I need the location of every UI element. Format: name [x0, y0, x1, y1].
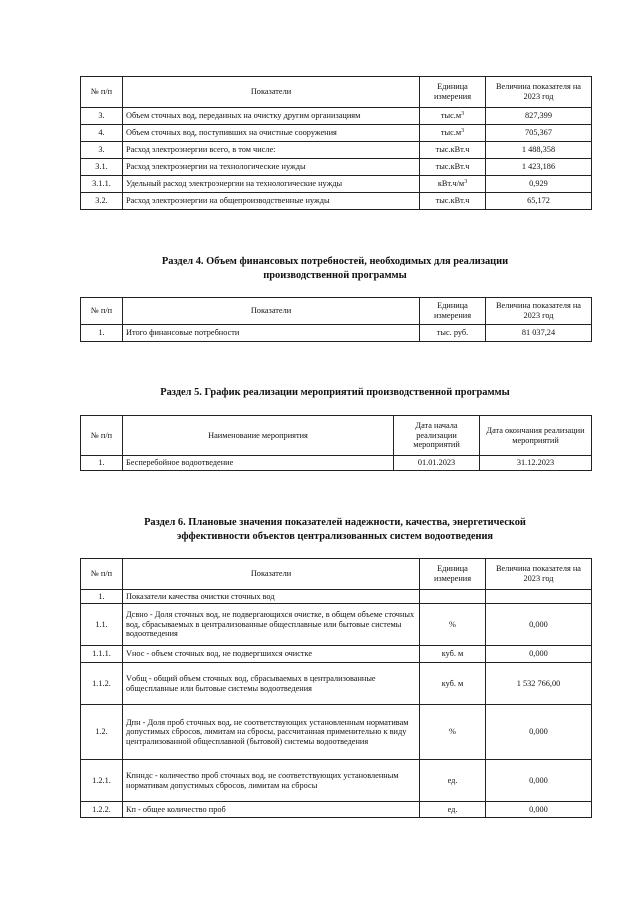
row-value: 0,000: [486, 604, 592, 646]
table-row: [81, 590, 592, 604]
unit-text: тыс.кВт.ч: [435, 145, 470, 155]
table-header-row: [81, 416, 592, 456]
row-indicator: Расход электроэнергии на общепроизводственные нужды: [123, 193, 420, 210]
unit-text: тыс.м: [440, 128, 462, 138]
row-unit: [420, 193, 486, 210]
row-value: 0,000: [486, 802, 592, 818]
row-num: 4.: [81, 125, 123, 142]
table-header-row: [81, 559, 592, 590]
row-indicator: Дпн - Доля проб сточных вод, не соответствующих установленным нормативам допустимых сбросов, лимитам на сбросы, рассчитанная применительно к виду централизованной общесплавной (бытовой) системы водоотведения: [123, 705, 420, 760]
unit-text: кВт.ч/м: [437, 179, 465, 189]
row-num: 3.2.: [81, 193, 123, 210]
header-num: № п/п: [81, 77, 123, 108]
row-start-date: 01.01.2023: [394, 456, 480, 471]
header-num: № п/п: [81, 298, 123, 325]
row-value: 81 037,24: [486, 325, 592, 342]
row-num: 1.: [81, 325, 123, 342]
row-event: Бесперебойное водоотведение: [123, 456, 394, 471]
row-unit: тыс. руб.: [420, 325, 486, 342]
row-indicator: Vобщ - общий объем сточных вод, сбрасываемых в централизованные общесплавные или бытовые системы водоотведения: [123, 663, 420, 705]
row-indicator: Удельный расход электроэнергии на технологические нужды: [123, 176, 420, 193]
row-indicator: Расход электроэнергии на технологические нужды: [123, 159, 420, 176]
header-unit: Единица измерения: [420, 77, 486, 108]
table-row: [81, 125, 592, 142]
table-header-row: [81, 298, 592, 325]
header-num: № п/п: [81, 416, 123, 456]
table-row: [81, 705, 592, 760]
header-value: Величина показателя на 2023 год: [486, 298, 592, 325]
row-indicator: Дсвно - Доля сточных вод, не подвергающихся очистке, в общем объеме сточных вод, сбрасываемых в централизованные общесплавные или бытовые системы водоотведения: [123, 604, 420, 646]
table-energy-indicators: [80, 76, 592, 210]
row-unit: [420, 108, 486, 125]
table-row: [81, 193, 592, 210]
row-num: 1.2.2.: [81, 802, 123, 818]
header-indicator: Показатели: [123, 77, 420, 108]
unit-text: тыс.кВт.ч: [435, 162, 470, 172]
row-num: 3.1.1.: [81, 176, 123, 193]
header-event: Наименование мероприятия: [123, 416, 394, 456]
row-value: 0,000: [486, 646, 592, 663]
row-unit: %: [420, 705, 486, 760]
row-indicator: Расход электроэнергии всего, в том числе:: [123, 142, 420, 159]
table-row: [81, 760, 592, 802]
row-value: 65,172: [486, 193, 592, 210]
unit-superscript: 3: [461, 128, 465, 135]
table-row: [81, 646, 592, 663]
row-num: 3.: [81, 142, 123, 159]
row-unit: куб. м: [420, 646, 486, 663]
table-row: [81, 456, 592, 471]
row-num: 1.: [81, 590, 123, 604]
row-indicator: Показатели качества очистки сточных вод: [123, 590, 420, 604]
table-row: [81, 325, 592, 342]
row-unit: ед.: [420, 760, 486, 802]
row-value: 1 488,358: [486, 142, 592, 159]
row-num: 1.1.1.: [81, 646, 123, 663]
row-num: 3.: [81, 108, 123, 125]
section-4-title: Раздел 4. Объем финансовых потребностей, необходимых для реализации производственной программы: [161, 256, 509, 282]
table-schedule: [80, 415, 592, 471]
table-row: [81, 802, 592, 818]
table-row: [81, 604, 592, 646]
row-indicator: Кп - общее количество проб: [123, 802, 420, 818]
row-value: 827,399: [486, 108, 592, 125]
table-row: [81, 176, 592, 193]
header-unit: Единица измерения: [420, 298, 486, 325]
header-unit: Единица измерения: [420, 559, 486, 590]
row-value: 0,000: [486, 705, 592, 760]
row-indicator: Кпнндс - количество проб сточных вод, не соответствующих установленным нормативам допустимых сбросов, лимитам на сбросы: [123, 760, 420, 802]
row-value: 1 532 766,00: [486, 663, 592, 705]
row-unit: [420, 590, 486, 604]
row-num: 1.2.1.: [81, 760, 123, 802]
header-indicator: Показатели: [123, 559, 420, 590]
row-num: 3.1.: [81, 159, 123, 176]
row-unit: %: [420, 604, 486, 646]
header-num: № п/п: [81, 559, 123, 590]
row-indicator: Vнос - объем сточных вод, не подвергшихся очистке: [123, 646, 420, 663]
row-indicator: Итого финансовые потребности: [123, 325, 420, 342]
row-indicator: Объем сточных вод, переданных на очистку другим организациям: [123, 108, 420, 125]
section-5-title: Раздел 5. График реализации мероприятий производственной программы: [160, 387, 510, 398]
row-num: 1.: [81, 456, 123, 471]
row-end-date: 31.12.2023: [480, 456, 592, 471]
row-value: 0,929: [486, 176, 592, 193]
table-row: [81, 159, 592, 176]
unit-superscript: 3: [464, 179, 468, 186]
header-end-date: Дата окончания реализации мероприятий: [480, 416, 592, 456]
row-unit: куб. м: [420, 663, 486, 705]
row-unit: [420, 176, 486, 193]
header-start-date: Дата начала реализации мероприятий: [394, 416, 480, 456]
section-6-title: Раздел 6. Плановые значения показателей надежности, качества, энергетической эффективности объектов централизованных систем водоотведения: [144, 517, 526, 543]
header-indicator: Показатели: [123, 298, 420, 325]
table-reliability-indicators: [80, 558, 592, 818]
row-unit: ед.: [420, 802, 486, 818]
table-row: [81, 663, 592, 705]
unit-superscript: 3: [461, 111, 465, 118]
row-unit: [420, 125, 486, 142]
row-value: 705,367: [486, 125, 592, 142]
row-unit: [420, 159, 486, 176]
unit-text: тыс.кВт.ч: [435, 196, 470, 206]
table-financial-needs: [80, 297, 592, 342]
row-value: 1 423,186: [486, 159, 592, 176]
row-unit: [420, 142, 486, 159]
unit-text: тыс.м: [440, 111, 462, 121]
table-header-row: [81, 77, 592, 108]
header-value: Величина показателя на 2023 год: [486, 559, 592, 590]
row-value: [486, 590, 592, 604]
row-value: 0,000: [486, 760, 592, 802]
row-indicator: Объем сточных вод, поступивших на очистные сооружения: [123, 125, 420, 142]
header-value: Величина показателя на 2023 год: [486, 77, 592, 108]
row-num: 1.1.2.: [81, 663, 123, 705]
table-row: [81, 108, 592, 125]
table-row: [81, 142, 592, 159]
row-num: 1.2.: [81, 705, 123, 760]
row-num: 1.1.: [81, 604, 123, 646]
